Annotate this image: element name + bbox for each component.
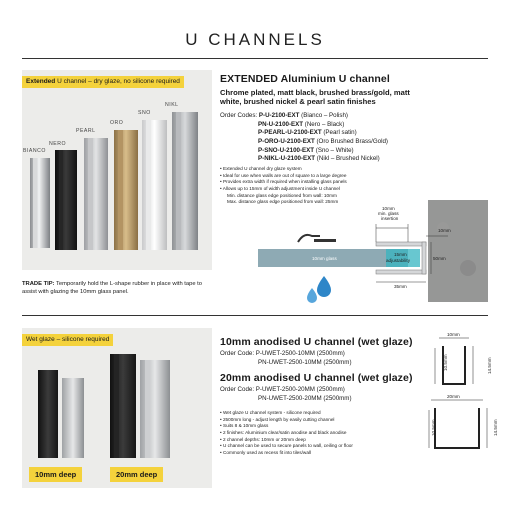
order-code: P-NIKL-U-2100-EXT <box>258 155 316 163</box>
order-code-row <box>220 155 440 164</box>
finish-channels-illustration <box>22 100 212 260</box>
water-drop-icon <box>317 276 331 297</box>
order-code-desc: (Bianco – Polish) <box>299 112 348 119</box>
installation-diagram <box>258 198 488 308</box>
channel-20mm-black <box>110 354 136 458</box>
order-code-row <box>220 112 440 121</box>
label-10mm-deep: 10mm deep <box>29 467 82 482</box>
channel-bianco <box>30 158 50 248</box>
channel-sno <box>142 120 167 250</box>
banner-strong: Extended <box>26 78 56 85</box>
profile-20mm <box>429 394 498 448</box>
dim-wall-gap: 10mm <box>438 228 451 233</box>
profile-20-left: 10.5mm <box>431 419 436 436</box>
profile-20-right: 14.5mm <box>493 419 498 436</box>
channel-10mm-silver <box>62 378 84 458</box>
dim-min-insertion-3: insertion <box>381 216 399 221</box>
channel-pearl <box>84 138 108 250</box>
bullet-item: • Ideal for use when walls are out of square to a large degree <box>220 173 420 180</box>
dim-height: 50mm <box>433 256 446 261</box>
wet-codes-20 <box>220 386 352 403</box>
bullet-item: • U channel can be used to secure panels to wall, ceiling or floor <box>220 443 420 450</box>
order-code: PN-U-2100-EXT <box>258 120 304 128</box>
order-code-row <box>220 386 352 395</box>
bullet-item: • Suits 8 & 10mm glass <box>220 423 420 430</box>
channel-nikl <box>172 112 198 250</box>
dim-min-insertion-2: min. glass <box>378 211 399 216</box>
profile-10-right: 14.5mm <box>487 357 492 374</box>
label-20mm-deep: 20mm deep <box>110 467 163 482</box>
bullet-item: • Commonly used as recess fit into tiles/wall <box>220 450 420 457</box>
order-code-desc: (Nikl – Brushed Nickel) <box>315 155 380 163</box>
profile-10-top: 10mm <box>447 332 460 337</box>
profile-20-top: 20mm <box>447 394 460 399</box>
page-title: U CHANNELS <box>185 30 325 49</box>
dim-glass: 10mm glass <box>312 256 337 261</box>
channel-10mm-black <box>38 370 58 458</box>
finish-label-sno: SNO <box>138 110 151 116</box>
order-code-row <box>220 138 440 147</box>
dry-heading: EXTENDED Aluminium U channel <box>220 73 390 85</box>
sub-bullet-item: Max. distance glass edge positioned from wall: 25mm <box>227 199 339 205</box>
dim-min-insertion: 10mm <box>382 206 395 211</box>
order-code: PN-UWET-2500-20MM (2500mm) <box>258 394 352 402</box>
order-code: P-ORO-U-2100-EXT <box>258 138 315 146</box>
order-codes-label: Order Code: <box>220 350 255 357</box>
dry-order-codes <box>220 112 440 164</box>
order-code: P-PEARL-U-2100-EXT <box>258 129 322 137</box>
bullet-item: • 2 channel depths: 10mm or 20mm deep <box>220 437 420 444</box>
dim-adjust-1: 15mm <box>394 252 407 257</box>
finish-label-nikl: NIKL <box>165 102 179 108</box>
water-drop-icon <box>307 288 317 303</box>
order-code-row <box>220 121 440 130</box>
order-code: P-U-2100-EXT <box>258 112 300 119</box>
order-code-desc: (Nero – Black) <box>303 120 345 128</box>
channel-oro <box>114 130 138 250</box>
wet-heading-10: 10mm anodised U channel (wet glaze) <box>220 336 413 348</box>
title-rule <box>22 58 488 59</box>
bullet-item: • Provides extra width if required when installing glass panels <box>220 179 420 186</box>
wet-bullets <box>220 410 420 457</box>
order-codes-label: Order Codes: <box>220 112 258 119</box>
order-code: P-UWET-2500-20MM (2500mm) <box>255 386 345 393</box>
order-code: P-SNO-U-2100-EXT <box>258 146 315 154</box>
dim-width: 35mm <box>394 284 407 289</box>
trade-tip <box>22 280 212 297</box>
wet-channels-illustration <box>22 350 212 480</box>
finish-label-nero: NERO <box>49 141 66 147</box>
bullet-item: • Allows up to 15mm of width adjustment inside U channel <box>220 186 420 193</box>
channel-20mm-silver <box>140 360 170 458</box>
order-code: P-UWET-2500-10MM (2500mm) <box>255 350 345 357</box>
order-code-row <box>220 129 440 138</box>
finish-label-pearl: PEARL <box>76 128 96 134</box>
dry-subheading: Chrome plated, matt black, brushed brass/gold, matt white, brushed nickel & pearl satin finishes <box>220 88 410 107</box>
order-code-row <box>220 359 352 368</box>
order-code-row <box>220 395 352 404</box>
order-code: PN-UWET-2500-10MM (2500mm) <box>258 358 352 366</box>
bullet-item: • Wet glaze U channel system - silicone required <box>220 410 420 417</box>
profile-10-left: 10.5mm <box>443 354 448 371</box>
dim-adjust-2: adjustability <box>386 258 411 263</box>
order-code-desc: (Pearl satin) <box>321 129 357 137</box>
bullet-item: • 2500mm long - adjust length by easily cutting channel <box>220 417 420 424</box>
order-code-desc: (Sno – White) <box>314 146 354 154</box>
channel-nero <box>55 150 77 250</box>
finish-label-bianco: BIANCO <box>23 148 46 154</box>
order-code-row <box>220 147 440 156</box>
bullet-item: • 2 finishes: Aluminium clear/satin anodise and black anodise <box>220 430 420 437</box>
sub-bullet-item: Min. distance glass edge positioned from wall: 10mm <box>227 192 337 198</box>
trade-tip-label: TRADE TIP: <box>22 281 55 287</box>
wet-heading-20: 20mm anodised U channel (wet glaze) <box>220 372 413 384</box>
section-rule <box>22 315 488 316</box>
finish-label-oro: ORO <box>110 120 124 126</box>
order-codes-label: Order Code: <box>220 386 255 393</box>
profile-10mm <box>435 332 492 384</box>
wet-codes-10 <box>220 350 352 367</box>
order-code-row <box>220 350 352 359</box>
wet-glaze-banner: Wet glaze – silicone required <box>22 334 113 346</box>
profile-diagrams <box>425 330 498 500</box>
dry-glaze-banner <box>22 76 184 88</box>
banner-rest: U channel – dry glaze, no silicone required <box>55 78 180 85</box>
bullet-item: • Extended U channel dry glaze system <box>220 166 420 173</box>
trade-tip-text: Temporarily hold the L-shape rubber in place with tape to assist with glazing the 10mm glass panel. <box>22 281 203 296</box>
order-code-desc: (Oro Brushed Brass/Gold) <box>314 138 388 146</box>
